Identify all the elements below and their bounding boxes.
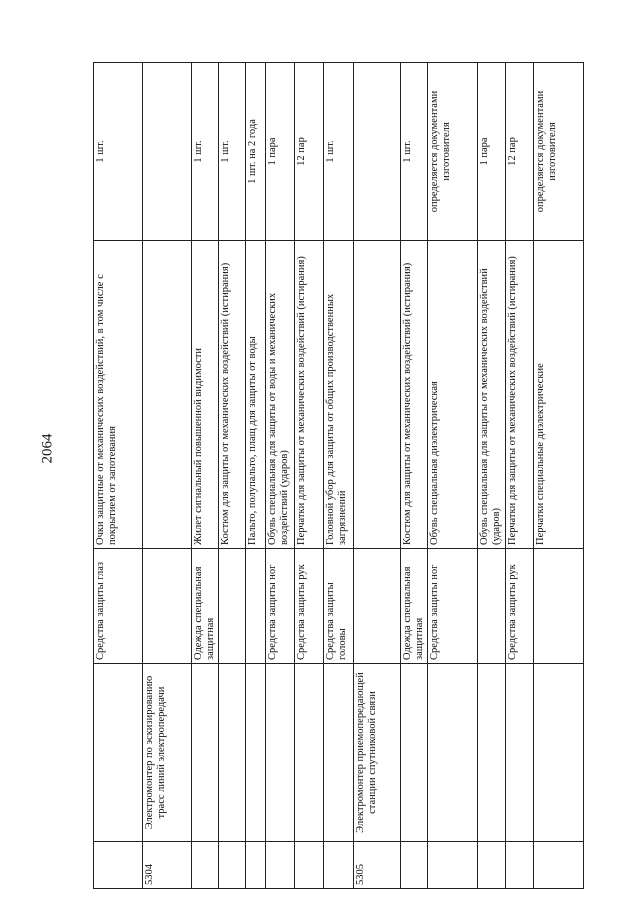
item-cell: Обувь специальная диэлектрическая xyxy=(428,241,478,549)
norm-cell: 1 пара xyxy=(478,63,506,241)
item-cell: Обувь специальная для защиты от воды и механических воздействий (ударов) xyxy=(266,241,295,549)
profession-cell xyxy=(401,664,428,842)
table-row xyxy=(324,63,354,889)
norm-cell: 1 шт. xyxy=(324,63,354,241)
type-cell: Средства защиты рук xyxy=(295,549,324,664)
item-cell: Жилет сигнальный повышенной видимости xyxy=(192,241,219,549)
norm-cell: 12 пар xyxy=(295,63,324,241)
profession-cell xyxy=(246,664,266,842)
type-cell: Одежда специальная защитная xyxy=(192,549,219,664)
code-cell xyxy=(295,842,324,889)
item-cell: Перчатки для защиты от механических воздействий (истирания) xyxy=(295,241,324,549)
code-cell: 5305 xyxy=(354,842,401,889)
table-row xyxy=(192,63,219,889)
item-cell: Костюм для защиты от механических воздействий (истирания) xyxy=(219,241,246,549)
table-row xyxy=(94,63,143,889)
norm-cell: 1 шт. на 2 года xyxy=(246,63,266,241)
item-cell: Пальто, полупальто, плащ для защиты от воды xyxy=(246,241,266,549)
type-cell: Средства защиты рук xyxy=(506,549,534,664)
profession-cell: Электромонтер приемопередающей станции спутниковой связи xyxy=(354,664,401,842)
table-row xyxy=(295,63,324,889)
type-cell: Средства защиты глаз xyxy=(94,549,143,664)
profession-cell xyxy=(478,664,506,842)
profession-cell xyxy=(94,664,143,842)
norm-cell: 1 шт. xyxy=(219,63,246,241)
norm-cell: 1 пара xyxy=(266,63,295,241)
item-cell: Очки защитные от механических воздействий, в том числе с покрытием от запотевания xyxy=(94,241,143,549)
type-cell: Одежда специальная защитная xyxy=(401,549,428,664)
rotated-content xyxy=(93,63,559,889)
code-cell xyxy=(246,842,266,889)
item-cell xyxy=(143,241,192,549)
profession-cell xyxy=(266,664,295,842)
table-row xyxy=(219,63,246,889)
item-cell: Перчатки для защиты от механических воздействий (истирания) xyxy=(506,241,534,549)
item-cell xyxy=(354,241,401,549)
profession-cell xyxy=(295,664,324,842)
type-cell xyxy=(534,549,584,664)
type-cell xyxy=(478,549,506,664)
type-cell xyxy=(219,549,246,664)
table-row xyxy=(246,63,266,889)
item-cell: Головной убор для защиты от общих производственных загрязнений xyxy=(324,241,354,549)
norm-cell: определяется документами изготовителя xyxy=(534,63,584,241)
norm-cell xyxy=(354,63,401,241)
code-cell xyxy=(401,842,428,889)
table-row xyxy=(478,63,506,889)
profession-cell xyxy=(534,664,584,842)
profession-cell xyxy=(324,664,354,842)
table-row xyxy=(354,63,401,889)
item-cell: Костюм для защиты от механических воздействий (истирания) xyxy=(401,241,428,549)
code-cell xyxy=(324,842,354,889)
profession-cell xyxy=(192,664,219,842)
page-number: 2064 xyxy=(39,433,56,464)
code-cell xyxy=(94,842,143,889)
norm-cell: 1 шт. xyxy=(192,63,219,241)
code-cell xyxy=(428,842,478,889)
type-cell xyxy=(246,549,266,664)
norm-cell xyxy=(143,63,192,241)
code-cell: 5304 xyxy=(143,842,192,889)
table-row xyxy=(506,63,534,889)
ppe-norms-table xyxy=(93,62,584,889)
type-cell xyxy=(354,549,401,664)
table-row xyxy=(266,63,295,889)
norm-cell: 12 пар xyxy=(506,63,534,241)
type-cell: Средства защиты ног xyxy=(428,549,478,664)
norm-cell: определяется документами изготовителя xyxy=(428,63,478,241)
profession-cell: Электромонтер по эскизированию трасс линий электропередачи xyxy=(143,664,192,842)
item-cell: Перчатки специальные диэлектрические xyxy=(534,241,584,549)
table-row xyxy=(143,63,192,889)
code-cell xyxy=(219,842,246,889)
code-cell xyxy=(192,842,219,889)
code-cell xyxy=(266,842,295,889)
code-cell xyxy=(534,842,584,889)
table-row xyxy=(401,63,428,889)
rotated-page xyxy=(93,63,559,889)
table-row xyxy=(534,63,584,889)
table-row xyxy=(428,63,478,889)
profession-cell xyxy=(219,664,246,842)
profession-cell xyxy=(506,664,534,842)
profession-cell xyxy=(428,664,478,842)
norm-cell: 1 шт. xyxy=(94,63,143,241)
type-cell xyxy=(143,549,192,664)
code-cell xyxy=(478,842,506,889)
code-cell xyxy=(506,842,534,889)
norm-cell: 1 шт. xyxy=(401,63,428,241)
type-cell: Средства защиты головы xyxy=(324,549,354,664)
type-cell: Средства защиты ног xyxy=(266,549,295,664)
item-cell: Обувь специальная для защиты от механических воздействий (ударов) xyxy=(478,241,506,549)
